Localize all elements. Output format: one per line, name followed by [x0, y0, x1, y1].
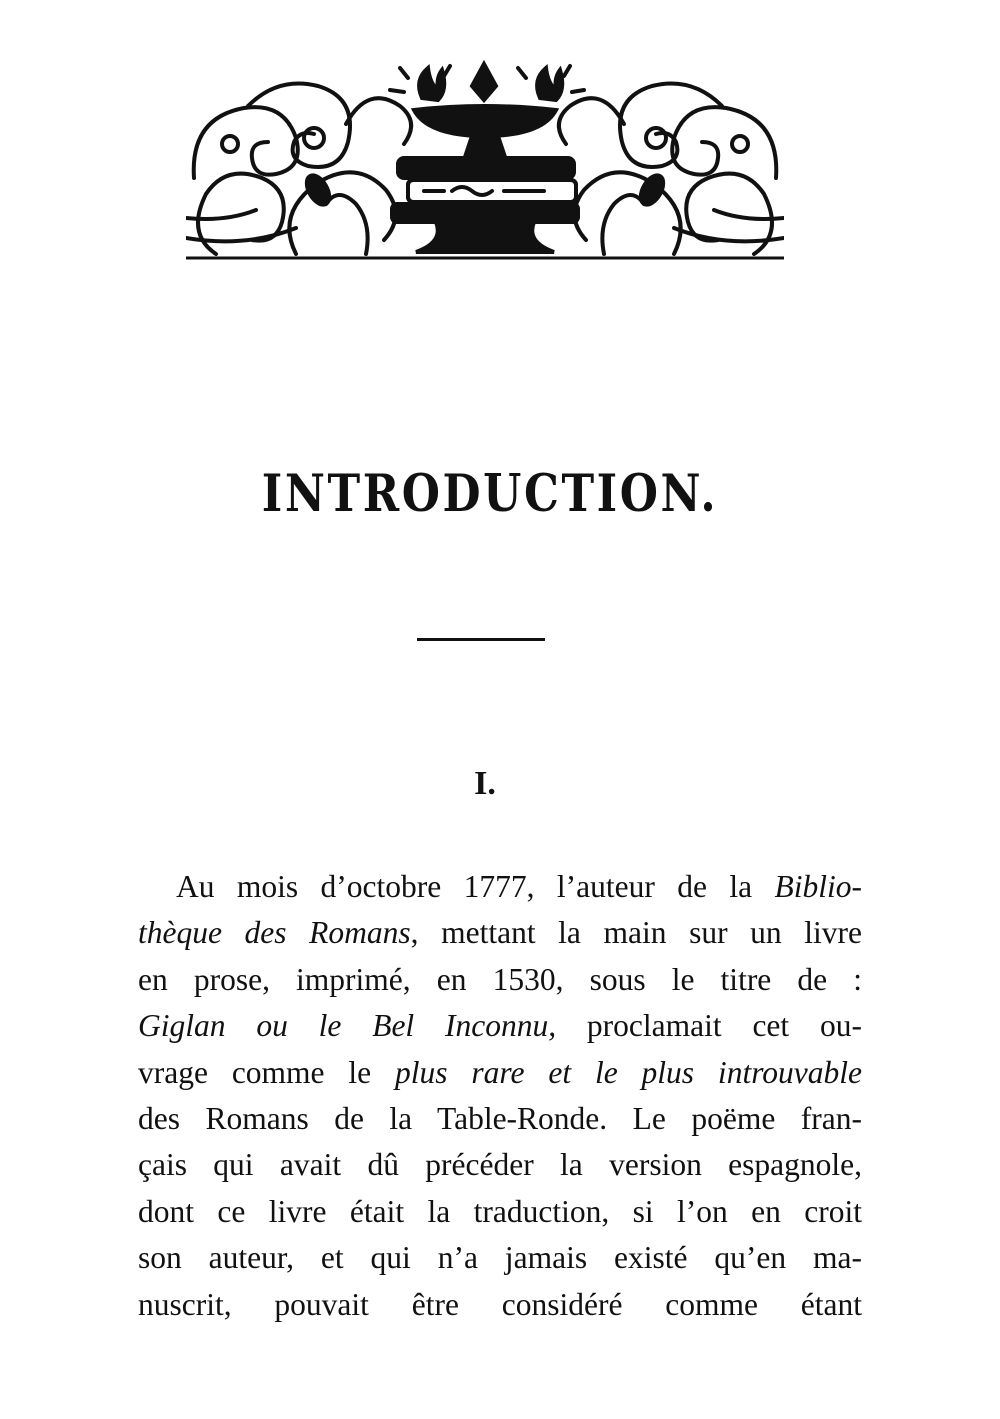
paragraph-line: thèque des Romans, mettant la main sur un livre: [138, 915, 862, 951]
paragraph-line: dont ce livre était la traduction, si l’on en croit: [138, 1193, 862, 1229]
lamp-and-books-scroll-ornament-icon: [186, 58, 784, 264]
paragraph-line: Au mois d’octobre 1777, l’auteur de la Biblio-: [176, 869, 862, 904]
title-rule-divider: [417, 638, 545, 641]
paragraph-line: des Romans de la Table-Ronde. Le poëme fran-: [138, 1100, 862, 1136]
paragraph-line: nuscrit, pouvait être considéré comme étant: [138, 1286, 862, 1322]
section-number: I.: [474, 765, 496, 802]
paragraph-line: çais qui avait dû précéder la version espagnole,: [138, 1147, 862, 1183]
paragraph-line: en prose, imprimé, en 1530, sous le titre de :: [138, 961, 862, 997]
paragraph-line: vrage comme le plus rare et le plus introuvable: [138, 1054, 862, 1090]
paragraph-line: son auteur, et qui n’a jamais existé qu’en ma-: [138, 1240, 862, 1276]
page-title: INTRODUCTION.: [261, 464, 719, 524]
paragraph: [138, 864, 862, 1328]
paragraph-line: Giglan ou le Bel Inconnu, proclamait cet ou-: [138, 1008, 862, 1044]
